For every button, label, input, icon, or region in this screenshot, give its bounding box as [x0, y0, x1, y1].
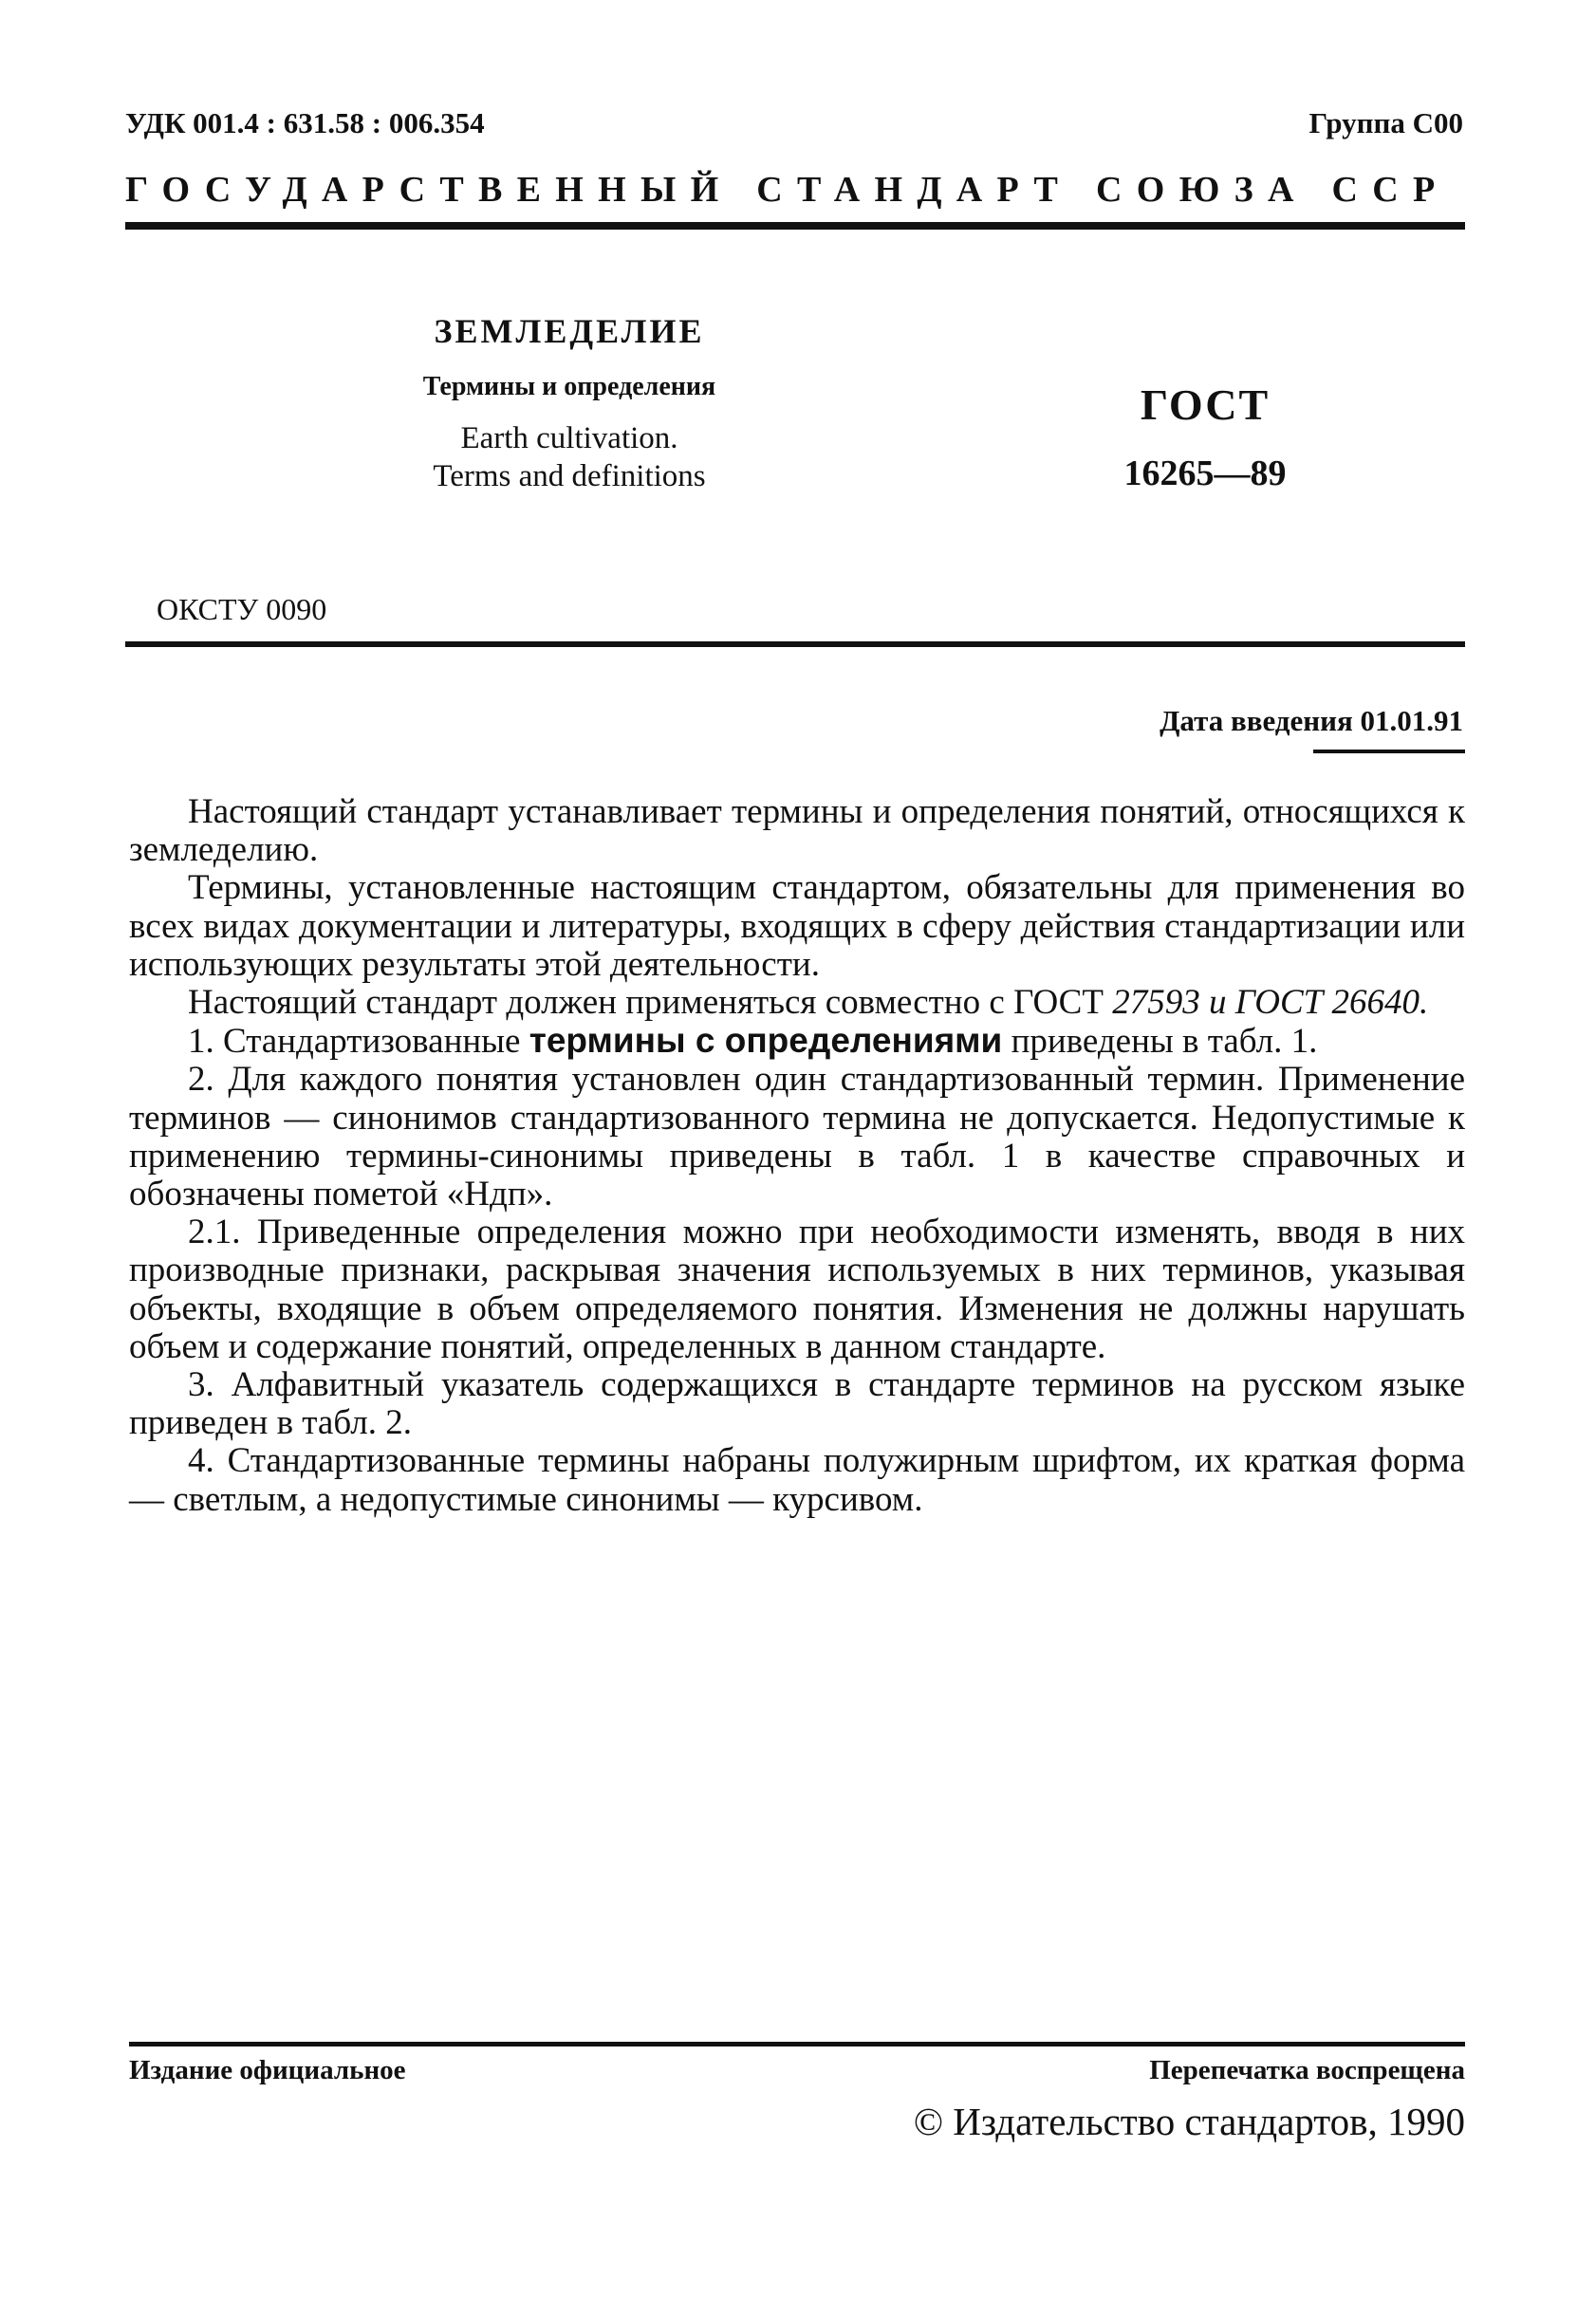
- paragraph: 2. Для каждого понятия установлен один стандартизованный термин. Применение терминов — синонимов стандартизованного термина не допускается. Недопустимые к применению термины-синонимы приведены в табл. 1 в качестве справочных и обозначены пометой «Ндп».: [129, 1060, 1465, 1214]
- paragraph: Настоящий стандарт устанавливает термины и определения понятий, относящихся к земледелию.: [129, 792, 1465, 870]
- english-title-line-2: Terms and definitions: [433, 459, 706, 493]
- body-text: [129, 793, 1465, 1519]
- paragraph: 4. Стандартизованные термины набраны полужирным шрифтом, их краткая форма — светлым, а недопустимые синонимы — курсивом.: [129, 1441, 1465, 1519]
- date-underline: [1313, 750, 1465, 753]
- document-title: ЗЕМЛЕДЕЛИЕ: [434, 312, 705, 350]
- udk-code: УДК 001.4 : 631.58 : 006.354: [125, 106, 485, 139]
- official-edition-label: Издание официальное: [129, 2055, 406, 2085]
- paragraph: 2.1. Приведенные определения можно при необходимости изменять, вводя в них производные признаки, раскрывая значения используемых в них терминов, указывая объекты, входящие в объем определяемого понятия. Изменения не должны нарушать объем и содержание понятий, определенных в данном стандарте.: [129, 1213, 1465, 1366]
- gost-block: [1063, 380, 1347, 494]
- header-rule: [125, 222, 1465, 230]
- paragraph-text: приведены в табл. 1.: [1002, 1022, 1318, 1062]
- gost-references: 27593 и ГОСТ 26640.: [1112, 983, 1429, 1023]
- bold-term: термины с определениями: [529, 1021, 1003, 1061]
- paragraph: [129, 984, 1465, 1022]
- gost-label: ГОСТ: [1140, 380, 1271, 429]
- introduction-date: Дата введения 01.01.91: [1160, 704, 1463, 737]
- title-block: [342, 311, 797, 495]
- okstu-code: ОКСТУ 0090: [157, 592, 327, 626]
- paragraph: [129, 1022, 1465, 1061]
- gost-number: 16265—89: [1123, 454, 1287, 493]
- document-subtitle: Термины и определения: [422, 372, 716, 401]
- footer-rule: [129, 2042, 1465, 2046]
- paragraph: 3. Алфавитный указатель содержащихся в стандарте терминов на русском языке приведен в табл. 2.: [129, 1365, 1465, 1443]
- section-rule: [125, 641, 1465, 647]
- paragraph-text: Настоящий стандарт должен применяться совместно с ГОСТ: [188, 983, 1113, 1023]
- copyright-notice: © Издательство стандартов, 1990: [913, 2100, 1465, 2143]
- english-title-line-1: Earth cultivation.: [460, 421, 678, 455]
- reprint-prohibited-label: Перепечатка воспрещена: [1149, 2055, 1465, 2085]
- paragraph: Термины, установленные настоящим стандартом, обязательны для применения во всех видах документации и литературы, входящих в сферу действия стандартизации или использующих результаты этой деятельности.: [129, 868, 1465, 984]
- group-code: Группа С00: [1308, 106, 1463, 139]
- state-standard-heading: ГОСУДАРСТВЕННЫЙ СТАНДАРТ СОЮЗА ССР: [125, 170, 1450, 210]
- paragraph-text: 1. Стандартизованные: [188, 1022, 529, 1062]
- english-title: [342, 419, 797, 495]
